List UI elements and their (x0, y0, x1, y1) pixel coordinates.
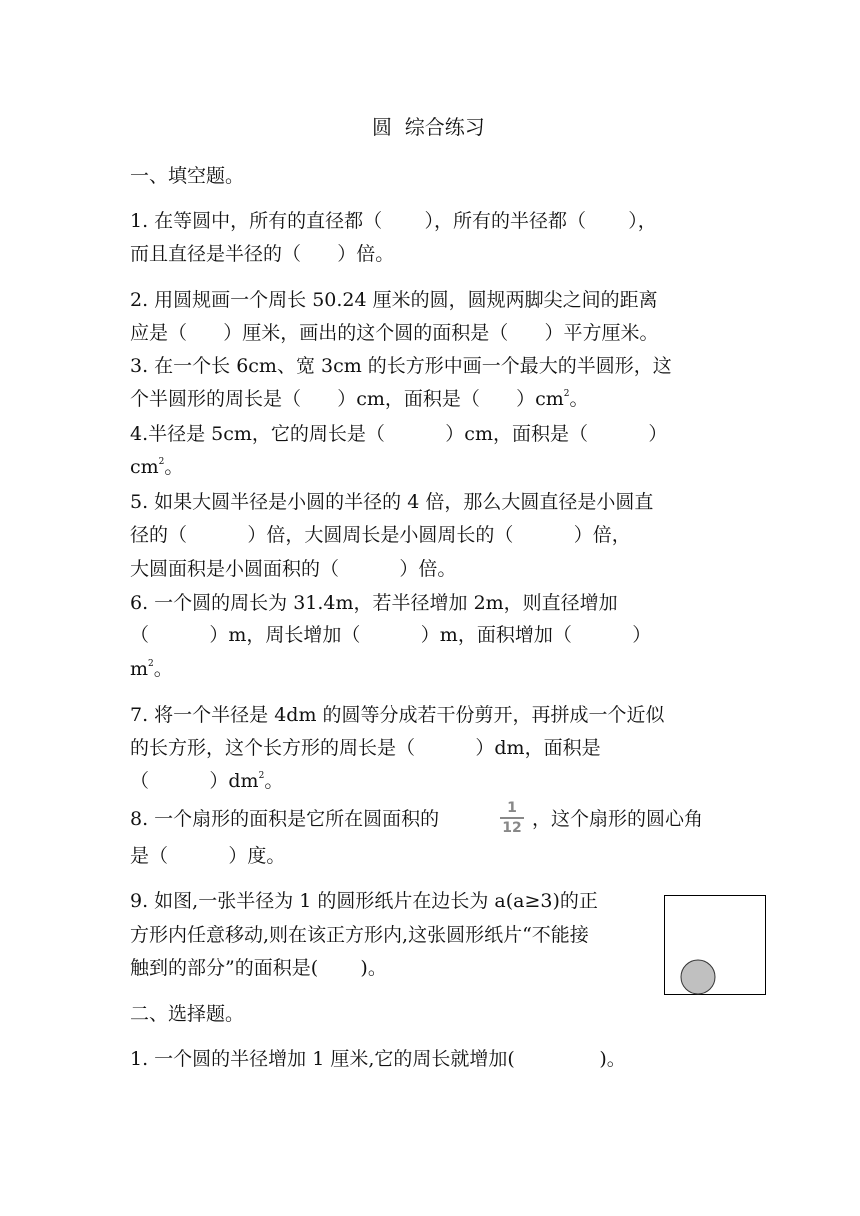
q6-line-1: 6. 一个圆的周长为 31.4m，若半径增加 2m，则直径增加 (130, 592, 618, 614)
q1-line-1: 1. 在等圆中，所有的直径都（ ），所有的半径都（ ）， (130, 210, 657, 232)
q5-line-2: 径的（ ）倍，大圆周长是小圆周长的（ ）倍， (130, 524, 631, 546)
q5-line-1: 5. 如果大圆半径是小圆的半径的 4 倍，那么大圆直径是小圆直 (130, 491, 654, 513)
q7-line-3-text: （ ）dm (130, 770, 259, 792)
q6-line-2: （ ）m，周长增加（ ）m，面积增加（ ） (130, 624, 652, 646)
q3-superscript: 2 (563, 389, 570, 399)
fraction-numerator: 1 (507, 800, 517, 816)
fraction-bar (500, 817, 524, 819)
q6-superscript: 2 (148, 659, 154, 669)
q7-line-3 (130, 768, 283, 794)
q7-line-1: 7. 将一个半径是 4dm 的圆等分成若干份剪开，再拼成一个近似 (130, 704, 665, 726)
q4-superscript: 2 (158, 457, 165, 467)
q1-line-2: 而且直径是半径的（ ）倍。 (130, 243, 395, 265)
q4-line-2-end: 。 (164, 456, 184, 478)
q8-line-1-end: ，这个扇形的圆心角 (532, 808, 704, 830)
choice-q1-line-1: 1. 一个圆的半径增加 1 厘米,它的周长就增加( )。 (130, 1048, 626, 1070)
q7-superscript: 2 (258, 771, 265, 781)
q5-line-3: 大圆面积是小圆面积的（ ）倍。 (130, 558, 457, 580)
q9-line-1: 9. 如图,一张半径为 1 的圆形纸片在边长为 a(a≥3)的正 (130, 890, 598, 912)
q4-line-2 (130, 454, 183, 480)
q4-line-1: 4.半径是 5cm，它的周长是（ ）cm，面积是（ ） (130, 423, 668, 445)
q3-line-1: 3. 在一个长 6cm、宽 3cm 的长方形中画一个最大的半圆形，这 (130, 355, 672, 377)
fraction-one-twelfth (498, 800, 526, 836)
section-heading-choice: 二、选择题。 (130, 1003, 245, 1025)
q2-line-2: 应是（ ）厘米，画出的这个圆的面积是（ ）平方厘米。 (130, 322, 659, 344)
q4-unit: cm (130, 456, 159, 478)
q6-unit: m (130, 658, 149, 680)
q7-line-2: 的长方形，这个长方形的周长是（ ）dm，面积是 (130, 737, 601, 759)
q6-line-3 (130, 656, 173, 682)
square-with-circle-figure (664, 895, 766, 995)
page-title: 圆 综合练习 (372, 115, 485, 139)
q6-line-3-end: 。 (153, 658, 173, 680)
q3-line-2-text: 个半圆形的周长是（ ）cm，面积是（ ）cm (130, 388, 564, 410)
q3-line-2 (130, 386, 589, 412)
q9-line-3: 触到的部分”的面积是( )。 (130, 957, 387, 979)
q3-line-2-end: 。 (569, 388, 589, 410)
q9-line-2: 方形内任意移动,则在该正方形内,这张圆形纸片“不能接 (130, 924, 589, 946)
q7-line-3-end: 。 (264, 770, 284, 792)
paper-circle (681, 960, 715, 994)
q2-line-1: 2. 用圆规画一个周长 50.24 厘米的圆，圆规两脚尖之间的距离 (130, 289, 658, 311)
section-heading-fill-blank: 一、填空题。 (130, 165, 245, 187)
q8-line-1-start: 8. 一个扇形的面积是它所在圆面积的 (130, 808, 440, 830)
q8-line-2: 是（ ）度。 (130, 845, 286, 867)
fraction-denominator: 12 (502, 820, 522, 836)
